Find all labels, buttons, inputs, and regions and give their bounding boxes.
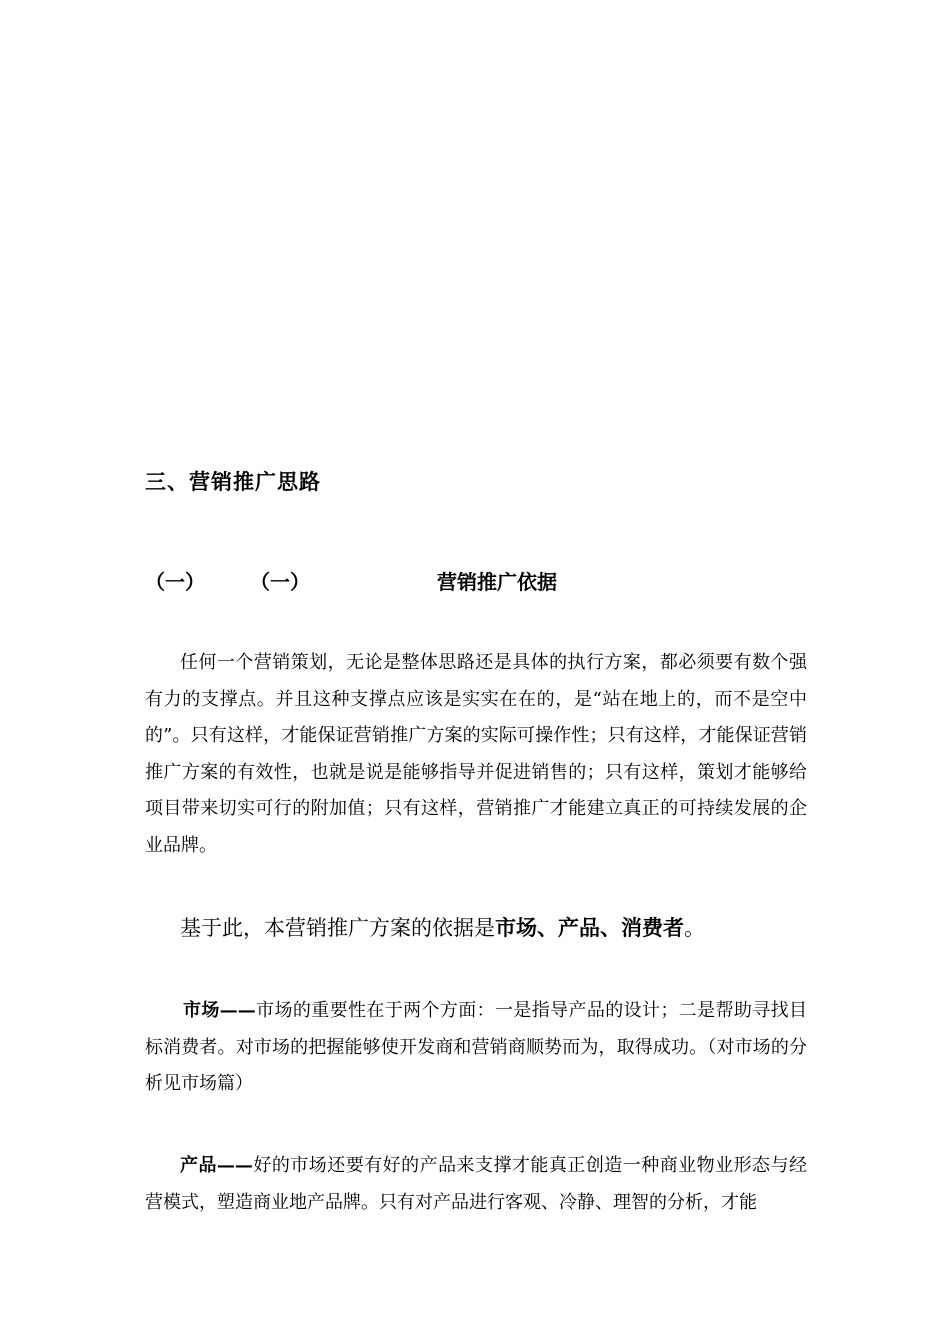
subsection-heading [145,566,825,596]
market-lead: 市场—— [183,1000,256,1021]
subsection-number-1: （一） [145,570,205,594]
section-title: 三、营销推广思路 [145,469,321,494]
subsection-number-2: （一） [250,570,310,594]
subsection-title: 营销推广依据 [437,570,557,594]
basis-prefix: 基于此，本营销推广方案的依据是 [180,916,495,940]
paragraph-support-points: 任何一个营销策划，无论是整体思路还是具体的执行方案，都必须要有数个强有力的支撑点。并且这种支撑点应该是实实在在的，是“站在地上的，而不是空中的”。只有这样，才能保证营销推广方案的实际可操作性；只有这样，才能保证营销推广方案的有效性，也就是说是能够指导并促进销售的；只有这样，策划才能够给项目带来切实可行的附加值；只有这样，营销推广才能建立真正的可持续发展的企业品牌。 [145,652,807,856]
basis-suffix: 。 [684,916,705,940]
market-text: 市场的重要性在于两个方面：一是指导产品的设计；二是帮助寻找目标消费者。对市场的把握能够使开发商和营销商顺势而为，取得成功。（对市场的分析见市场篇） [145,1000,807,1094]
paragraph-market [145,993,807,1103]
basis-statement [180,912,705,942]
paragraph-product [145,1148,807,1221]
product-lead: 产品—— [180,1155,253,1176]
basis-keywords: 市场、产品、消费者 [495,915,684,940]
product-text: 好的市场还要有好的产品来支撑才能真正创造一种商业物业形态与经营模式，塑造商业地产品牌。只有对产品进行客观、冷静、理智的分析，才能 [145,1155,807,1213]
